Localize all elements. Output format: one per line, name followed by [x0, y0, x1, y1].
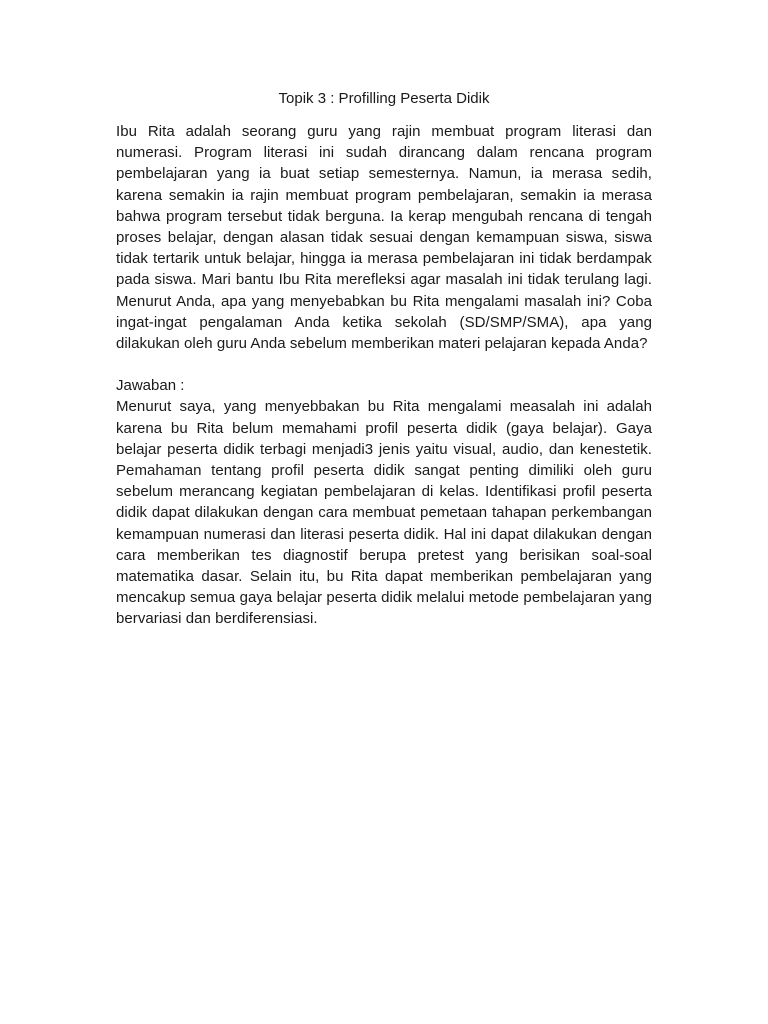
document-title: Topik 3 : Profilling Peserta Didik	[278, 90, 490, 107]
question-paragraph: Ibu Rita adalah seorang guru yang rajin membuat program literasi dan numerasi. Program literasi ini sudah dirancang dalam rencana program pembelajaran yang ia buat setiap semesternya. Namun, ia merasa sedih, karena semakin ia rajin membuat program pembelajaran, semakin ia merasa bahwa program tersebut tidak berguna. Ia kerap mengubah rencana di tengah proses belajar, dengan alasan tidak sesuai dengan kemampuan siswa, siswa tidak tertarik untuk belajar, hingga ia merasa pembelajaran ini tidak berdampak pada siswa. Mari bantu Ibu Rita merefleksi agar masalah ini tidak terulang lagi. Menurut Anda, apa yang menyebabkan bu Rita mengalami masalah ini? Coba ingat-ingat pengalaman Anda ketika sekolah (SD/SMP/SMA), apa yang dilakukan oleh guru Anda sebelum memberikan materi pelajaran kepada Anda?	[116, 123, 652, 353]
paragraph-spacer	[116, 354, 652, 375]
answer-label: Jawaban :	[116, 377, 185, 395]
document-body	[116, 88, 652, 630]
answer-paragraph: Menurut saya, yang menyebbakan bu Rita mengalami measalah ini adalah karena bu Rita belum memahami profil peserta didik (gaya belajar). Gaya belajar peserta didik terbagi menjadi3 jenis yaitu visual, audio, dan kenestetik. Pemahaman tentang profil peserta didik sangat penting dimiliki oleh guru sebelum merancang kegiatan pembelajaran di kelas. Identifikasi profil peserta didik dapat dilakukan dengan cara membuat pemetaan tahapan perkembangan kemampuan numerasi dan literasi peserta didik. Hal ini dapat dilakukan dengan cara memberikan tes diagnostif berupa pretest yang berisikan soal-soal matematika dasar. Selain itu, bu Rita dapat memberikan pembelajaran yang mencakup semua gaya belajar peserta didik melalui metode pembelajaran yang bervariasi dan berdiferensiasi.	[116, 398, 652, 628]
